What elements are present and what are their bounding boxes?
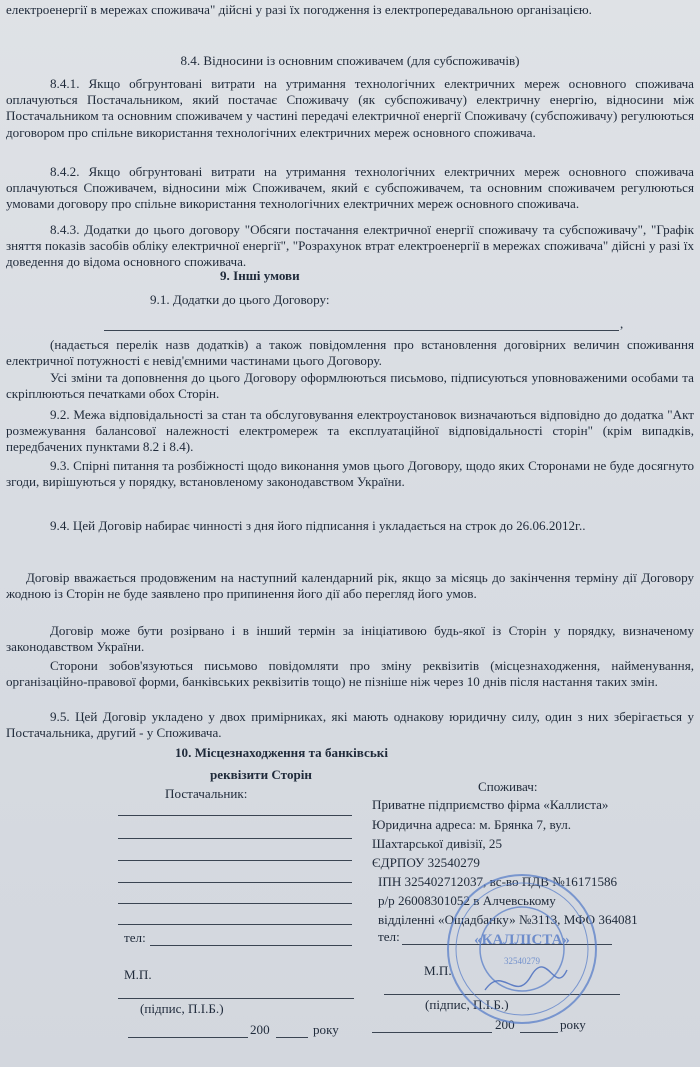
supplier-stamp-label: М.П. — [124, 967, 152, 982]
supplier-line-2 — [118, 838, 352, 839]
paragraph-9-1: 9.1. Додатки до цього Договору: — [150, 292, 330, 307]
consumer-year-line — [520, 1032, 558, 1033]
seal-center-text: «КАЛЛІСТА» — [474, 932, 570, 948]
paragraph-top-continuation: електроенергії в мережах споживача" дійсні у разі їх погодження із електропередавальною організацією. — [6, 2, 592, 17]
section-10-title-line-1: 10. Місцезнаходження та банківські — [175, 745, 388, 760]
company-seal-icon — [445, 872, 600, 1027]
consumer-address-1: Юридична адреса: м. Брянка 7, вул. — [372, 817, 571, 832]
supplier-tel-label: тел: — [124, 930, 146, 945]
paragraph-changes: Усі зміни та доповнення до цього Договору оформлюються письмово, підписуються уповноваженими особами та скріплюються печатками обох Сторін. — [6, 370, 694, 402]
supplier-line-3 — [118, 860, 352, 861]
consumer-tel-label: тел: — [378, 929, 400, 944]
section-9-title: 9. Інші умови — [220, 268, 300, 283]
supplier-year-word: року — [313, 1022, 339, 1037]
paragraph-prolong: Договір вважається продовженим на наступний календарний рік, якщо за місяць до закінчення терміну дії Договору жодною із Сторін не буде заявлено про припинення його дії або перегляд його умов. — [6, 570, 694, 602]
consumer-name: Приватне підприємство фірма «Каллиста» — [372, 797, 609, 812]
supplier-year-line — [276, 1037, 308, 1038]
supplier-year: 200 — [250, 1022, 270, 1037]
consumer-edrpou: ЄДРПОУ 32540279 — [372, 855, 480, 870]
consumer-heading: Споживач: — [478, 779, 538, 794]
consumer-stamp-label: М.П. — [424, 963, 452, 978]
consumer-address-2: Шахтарської дивізії, 25 — [372, 836, 502, 851]
paragraph-9-2: 9.2. Межа відповідальності за стан та обслуговування електроустановок визначаються відповідно до додатка "Акт розмежування балансової належності електромереж та експлуатаційної відповідальності сторін" (крім випадків, передбачених пунктами 8.2 і 8.4). — [6, 407, 694, 455]
fill-line-comma: , — [620, 316, 624, 331]
seal-code-text: 32540279 — [504, 956, 540, 966]
paragraph-8-4-2: 8.4.2. Якщо обгрунтовані витрати на утримання технологічних електричних мереж основного споживача оплачуються Споживачем, відносини між Споживачем, який є субспоживачем, та основним споживачем регулюються умовами договору про спільне використання технологічних електричних мереж основного споживача. — [6, 164, 694, 212]
consumer-bank-account: р/р 26008301052 в Алчевському — [378, 893, 556, 908]
supplier-line-5 — [118, 903, 352, 904]
paragraph-notify: Сторони зобов'язуються письмово повідомляти про зміну реквізитів (місцезнаходження, найменування, організаційно-правової форми, банківських реквізитів тощо) не пізніше ніж через 10 днів після настання таких змін. — [6, 658, 694, 690]
signature-scribble — [485, 967, 567, 990]
supplier-signature-caption: (підпис, П.І.Б.) — [140, 1001, 224, 1016]
paragraph-9-4: 9.4. Цей Договір набирає чинності з дня його підписання і укладається на строк до 26.06.2012г.. — [50, 518, 586, 533]
consumer-year: 200 — [495, 1017, 515, 1032]
paragraph-9-5: 9.5. Цей Договір укладено у двох примірниках, які мають однакову юридичну силу, один з них зберігається у Постачальника, другий - у Споживача. — [6, 709, 694, 741]
section-8-4-title: 8.4. Відносини із основним споживачем (для субспоживачів) — [180, 53, 520, 68]
paragraph-terminate: Договір може бути розірвано і в інший термін за ініціативою будь-якої із Сторін у порядку, визначеному законодавством України. — [6, 623, 694, 655]
supplier-line-4 — [118, 882, 352, 883]
paragraph-9-3: 9.3. Спірні питання та розбіжності щодо виконання умов цього Договору, щодо яких Сторонами не буде досягнуто згоди, вирішуються у порядку, встановленому законодавством України. — [6, 458, 694, 490]
supplier-line-6 — [118, 924, 352, 925]
paragraph-8-4-3: 8.4.3. Додатки до цього договору "Обсяги постачання електричної енергії споживачу та субспоживачу", "Графік зняття показів засобів обліку електричної енергії", "Розрахунок втрат електроенергії в мережах споживача" дійсні у разі їх доведення до відома основного споживача. — [6, 222, 694, 270]
section-10-title-line-2: реквізити Сторін — [210, 767, 312, 782]
supplier-heading: Постачальник: — [165, 786, 248, 801]
consumer-bank-branch: відділенні «Ощадбанку» №3113, МФО 364081 — [378, 912, 638, 927]
consumer-year-word: року — [560, 1017, 586, 1032]
attachments-fill-line — [104, 330, 619, 331]
consumer-ipn: ІПН 325402712037, вс-во ПДВ №16171586 — [378, 874, 618, 889]
consumer-date-line — [372, 1032, 492, 1033]
supplier-signature-line — [118, 998, 354, 999]
supplier-tel-line — [150, 945, 352, 946]
paragraph-9-1-continued: (надається перелік назв додатків) а також повідомлення про встановлення договірних величин споживання електричної потужності є невід'ємними частинами цього Договору. — [6, 337, 694, 369]
consumer-signature-caption: (підпис, П.І.Б.) — [425, 997, 509, 1012]
supplier-date-line — [128, 1037, 248, 1038]
supplier-line-1 — [118, 815, 352, 816]
paragraph-8-4-1: 8.4.1. Якщо обгрунтовані витрати на утримання технологічних електричних мереж основного споживача оплачуються Постачальником, який постачає Споживачу (як субспоживачу) електричну енергію, відносини між Постачальником та основним споживачем у частині передачі електричної енергії Споживачу (субспоживачу) регулюються договором про спільне використання технологічних електричних мереж основного споживача. — [6, 76, 694, 140]
